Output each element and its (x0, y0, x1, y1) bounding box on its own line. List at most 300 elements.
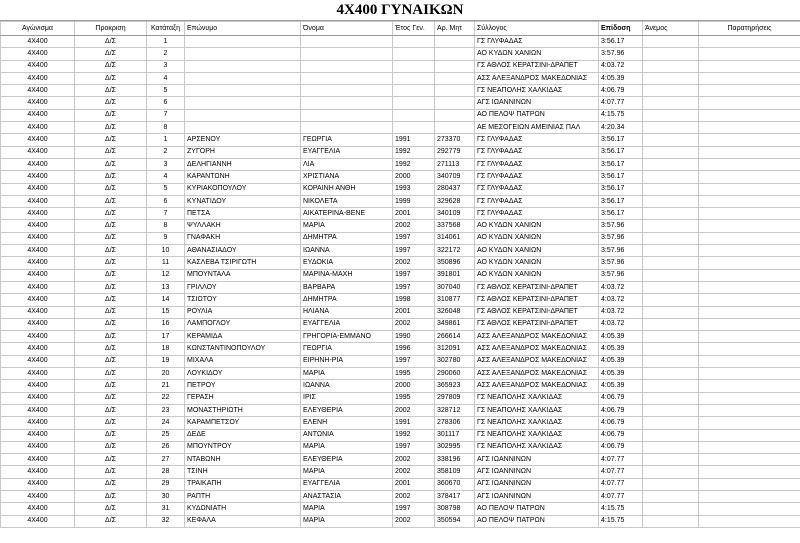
wind-cell[interactable] (643, 441, 699, 453)
surname-cell[interactable]: ΚΥΝΑΤΙΔΟΥ (185, 195, 301, 207)
first-name-cell[interactable]: ΓΕΩΡΓΙΑ (301, 134, 393, 146)
surname-cell[interactable]: ΚΑΣΛΕΒΑ ΤΣΙΡΙΓΩΤΗ (185, 257, 301, 269)
first-name-cell[interactable]: ΑΝΤΩΝΙΑ (301, 429, 393, 441)
event-cell[interactable]: 4Χ400 (1, 220, 75, 232)
notes-cell[interactable] (699, 146, 800, 158)
rank-cell[interactable]: 2 (147, 146, 185, 158)
qualification-cell[interactable]: Δ/Σ (75, 318, 147, 330)
first-name-cell[interactable] (301, 97, 393, 109)
event-cell[interactable]: 4Χ400 (1, 195, 75, 207)
registry-number-cell[interactable]: 340709 (435, 171, 475, 183)
club-cell[interactable]: ΑΣΣ ΑΛΕΞΑΝΔΡΟΣ ΜΑΚΕΔΟΝΙΑΣ (475, 72, 599, 84)
club-cell[interactable]: ΑΓΣ ΙΩΑΝΝΙΝΩΝ (475, 490, 599, 502)
birth-year-cell[interactable] (393, 48, 435, 60)
notes-cell[interactable] (699, 48, 800, 60)
notes-cell[interactable] (699, 232, 800, 244)
qualification-cell[interactable]: Δ/Σ (75, 208, 147, 220)
performance-cell[interactable]: 4:06.79 (599, 441, 643, 453)
performance-cell[interactable]: 4:03.72 (599, 281, 643, 293)
club-cell[interactable]: ΑΓΣ ΙΩΑΝΝΙΝΩΝ (475, 478, 599, 490)
birth-year-cell[interactable] (393, 122, 435, 134)
surname-cell[interactable]: ΑΘΑΝΑΣΙΑΔΟΥ (185, 245, 301, 257)
wind-cell[interactable] (643, 146, 699, 158)
club-cell[interactable]: ΓΣ ΓΛΥΦΑΔΑΣ (475, 183, 599, 195)
registry-number-cell[interactable]: 326048 (435, 306, 475, 318)
surname-cell[interactable]: ΡΟΥΛΙΑ (185, 306, 301, 318)
event-cell[interactable]: 4Χ400 (1, 269, 75, 281)
notes-cell[interactable] (699, 294, 800, 306)
rank-cell[interactable]: 31 (147, 503, 185, 515)
rank-cell[interactable]: 22 (147, 392, 185, 404)
surname-cell[interactable] (185, 60, 301, 72)
wind-cell[interactable] (643, 183, 699, 195)
wind-cell[interactable] (643, 392, 699, 404)
surname-cell[interactable]: ΤΣΙΝΗ (185, 466, 301, 478)
first-name-cell[interactable]: ΕΛΕΥΘΕΡΙΑ (301, 454, 393, 466)
event-cell[interactable]: 4Χ400 (1, 294, 75, 306)
rank-cell[interactable]: 5 (147, 85, 185, 97)
event-cell[interactable]: 4Χ400 (1, 417, 75, 429)
notes-cell[interactable] (699, 134, 800, 146)
first-name-cell[interactable]: ΜΑΡΙΑ (301, 515, 393, 527)
club-cell[interactable]: ΓΣ ΝΕΑΠΟΛΗΣ ΧΑΛΚΙΔΑΣ (475, 417, 599, 429)
performance-cell[interactable]: 4:05.39 (599, 368, 643, 380)
performance-cell[interactable]: 3:56.17 (599, 183, 643, 195)
header-first-name[interactable]: Όνομα (301, 22, 393, 36)
first-name-cell[interactable] (301, 85, 393, 97)
birth-year-cell[interactable] (393, 97, 435, 109)
rank-cell[interactable]: 8 (147, 122, 185, 134)
header-performance[interactable]: Επίδοση (599, 22, 643, 36)
rank-cell[interactable]: 27 (147, 454, 185, 466)
registry-number-cell[interactable]: 340109 (435, 208, 475, 220)
performance-cell[interactable]: 3:57.96 (599, 245, 643, 257)
performance-cell[interactable]: 3:56.17 (599, 36, 643, 48)
rank-cell[interactable]: 21 (147, 380, 185, 392)
qualification-cell[interactable]: Δ/Σ (75, 441, 147, 453)
birth-year-cell[interactable]: 2000 (393, 380, 435, 392)
registry-number-cell[interactable]: 338196 (435, 454, 475, 466)
first-name-cell[interactable]: ΙΩΑΝΝΑ (301, 380, 393, 392)
surname-cell[interactable]: ΑΡΣΕΝΟΥ (185, 134, 301, 146)
qualification-cell[interactable]: Δ/Σ (75, 343, 147, 355)
qualification-cell[interactable]: Δ/Σ (75, 245, 147, 257)
qualification-cell[interactable]: Δ/Σ (75, 515, 147, 527)
header-club[interactable]: Σύλλογος (475, 22, 599, 36)
first-name-cell[interactable]: ΜΑΡΙΑ (301, 503, 393, 515)
event-cell[interactable]: 4Χ400 (1, 183, 75, 195)
surname-cell[interactable] (185, 122, 301, 134)
birth-year-cell[interactable]: 2002 (393, 318, 435, 330)
surname-cell[interactable]: ΜΠΟΥΝΤΡΟΥ (185, 441, 301, 453)
performance-cell[interactable]: 4:06.79 (599, 392, 643, 404)
wind-cell[interactable] (643, 85, 699, 97)
notes-cell[interactable] (699, 454, 800, 466)
wind-cell[interactable] (643, 134, 699, 146)
club-cell[interactable]: ΑΓΣ ΙΩΑΝΝΙΝΩΝ (475, 466, 599, 478)
rank-cell[interactable]: 20 (147, 368, 185, 380)
performance-cell[interactable]: 4:07.77 (599, 478, 643, 490)
registry-number-cell[interactable]: 292779 (435, 146, 475, 158)
qualification-cell[interactable]: Δ/Σ (75, 36, 147, 48)
rank-cell[interactable]: 10 (147, 245, 185, 257)
birth-year-cell[interactable]: 1999 (393, 195, 435, 207)
surname-cell[interactable]: ΔΕΔΕ (185, 429, 301, 441)
notes-cell[interactable] (699, 220, 800, 232)
performance-cell[interactable]: 3:57.96 (599, 269, 643, 281)
birth-year-cell[interactable]: 2001 (393, 306, 435, 318)
qualification-cell[interactable]: Δ/Σ (75, 195, 147, 207)
birth-year-cell[interactable]: 2002 (393, 466, 435, 478)
surname-cell[interactable]: ΚΕΡΑΜΙΔΑ (185, 331, 301, 343)
club-cell[interactable]: ΓΣ ΓΛΥΦΑΔΑΣ (475, 146, 599, 158)
notes-cell[interactable] (699, 331, 800, 343)
surname-cell[interactable]: ΚΕΦΑΛΑ (185, 515, 301, 527)
birth-year-cell[interactable]: 1991 (393, 417, 435, 429)
qualification-cell[interactable]: Δ/Σ (75, 331, 147, 343)
wind-cell[interactable] (643, 232, 699, 244)
wind-cell[interactable] (643, 245, 699, 257)
notes-cell[interactable] (699, 183, 800, 195)
notes-cell[interactable] (699, 380, 800, 392)
first-name-cell[interactable]: ΓΡΗΓΟΡΙΑ-ΕΜΜΑΝΟ (301, 331, 393, 343)
club-cell[interactable]: ΑΣΣ ΑΛΕΞΑΝΔΡΟΣ ΜΑΚΕΔΟΝΙΑΣ (475, 331, 599, 343)
first-name-cell[interactable]: ΕΥΑΓΓΕΛΙΑ (301, 318, 393, 330)
event-cell[interactable]: 4Χ400 (1, 171, 75, 183)
wind-cell[interactable] (643, 454, 699, 466)
first-name-cell[interactable]: ΛΙΑ (301, 158, 393, 170)
surname-cell[interactable]: ΜΟΝΑΣΤΗΡΙΩΤΗ (185, 404, 301, 416)
rank-cell[interactable]: 15 (147, 306, 185, 318)
qualification-cell[interactable]: Δ/Σ (75, 478, 147, 490)
qualification-cell[interactable]: Δ/Σ (75, 404, 147, 416)
notes-cell[interactable] (699, 429, 800, 441)
qualification-cell[interactable]: Δ/Σ (75, 429, 147, 441)
event-cell[interactable]: 4Χ400 (1, 109, 75, 121)
first-name-cell[interactable]: ΙΩΑΝΝΑ (301, 245, 393, 257)
first-name-cell[interactable]: ΧΡΙΣΤΙΑΝΑ (301, 171, 393, 183)
performance-cell[interactable]: 4:06.79 (599, 417, 643, 429)
qualification-cell[interactable]: Δ/Σ (75, 146, 147, 158)
qualification-cell[interactable]: Δ/Σ (75, 257, 147, 269)
surname-cell[interactable]: ΡΑΠΤΗ (185, 490, 301, 502)
event-cell[interactable]: 4Χ400 (1, 429, 75, 441)
event-cell[interactable]: 4Χ400 (1, 343, 75, 355)
qualification-cell[interactable]: Δ/Σ (75, 134, 147, 146)
notes-cell[interactable] (699, 343, 800, 355)
qualification-cell[interactable]: Δ/Σ (75, 72, 147, 84)
event-cell[interactable]: 4Χ400 (1, 368, 75, 380)
performance-cell[interactable]: 4:15.75 (599, 503, 643, 515)
qualification-cell[interactable]: Δ/Σ (75, 368, 147, 380)
registry-number-cell[interactable] (435, 60, 475, 72)
header-qualification[interactable]: Προκριση (75, 22, 147, 36)
event-cell[interactable]: 4Χ400 (1, 281, 75, 293)
registry-number-cell[interactable]: 302995 (435, 441, 475, 453)
surname-cell[interactable] (185, 48, 301, 60)
notes-cell[interactable] (699, 158, 800, 170)
event-cell[interactable]: 4Χ400 (1, 48, 75, 60)
rank-cell[interactable]: 3 (147, 60, 185, 72)
birth-year-cell[interactable]: 2002 (393, 257, 435, 269)
club-cell[interactable]: ΓΣ ΓΛΥΦΑΔΑΣ (475, 195, 599, 207)
first-name-cell[interactable]: ΒΑΡΒΑΡΑ (301, 281, 393, 293)
club-cell[interactable]: ΓΣ ΝΕΑΠΟΛΗΣ ΧΑΛΚΙΔΑΣ (475, 441, 599, 453)
wind-cell[interactable] (643, 97, 699, 109)
wind-cell[interactable] (643, 48, 699, 60)
club-cell[interactable]: ΑΟ ΚΥΔΩΝ ΧΑΝΙΩΝ (475, 232, 599, 244)
performance-cell[interactable]: 3:56.17 (599, 171, 643, 183)
notes-cell[interactable] (699, 36, 800, 48)
registry-number-cell[interactable] (435, 97, 475, 109)
rank-cell[interactable]: 28 (147, 466, 185, 478)
birth-year-cell[interactable]: 1992 (393, 146, 435, 158)
qualification-cell[interactable]: Δ/Σ (75, 158, 147, 170)
performance-cell[interactable]: 4:20.34 (599, 122, 643, 134)
first-name-cell[interactable]: ΕΛΕΝΗ (301, 417, 393, 429)
registry-number-cell[interactable] (435, 48, 475, 60)
first-name-cell[interactable] (301, 60, 393, 72)
club-cell[interactable]: ΓΣ ΓΛΥΦΑΔΑΣ (475, 171, 599, 183)
rank-cell[interactable]: 1 (147, 134, 185, 146)
first-name-cell[interactable] (301, 36, 393, 48)
notes-cell[interactable] (699, 355, 800, 367)
surname-cell[interactable]: ΜΙΧΑΛΑ (185, 355, 301, 367)
surname-cell[interactable]: ΓΝΑΦΑΚΗ (185, 232, 301, 244)
qualification-cell[interactable]: Δ/Σ (75, 281, 147, 293)
birth-year-cell[interactable] (393, 85, 435, 97)
wind-cell[interactable] (643, 306, 699, 318)
rank-cell[interactable]: 16 (147, 318, 185, 330)
performance-cell[interactable]: 3:56.17 (599, 146, 643, 158)
club-cell[interactable]: ΓΣ ΓΛΥΦΑΔΑΣ (475, 208, 599, 220)
qualification-cell[interactable]: Δ/Σ (75, 122, 147, 134)
qualification-cell[interactable]: Δ/Σ (75, 306, 147, 318)
notes-cell[interactable] (699, 417, 800, 429)
surname-cell[interactable]: ΖΥΓΟΡΗ (185, 146, 301, 158)
notes-cell[interactable] (699, 195, 800, 207)
event-cell[interactable]: 4Χ400 (1, 72, 75, 84)
qualification-cell[interactable]: Δ/Σ (75, 109, 147, 121)
birth-year-cell[interactable] (393, 109, 435, 121)
club-cell[interactable]: ΓΣ ΓΛΥΦΑΔΑΣ (475, 158, 599, 170)
first-name-cell[interactable]: ΜΑΡΙΑ (301, 220, 393, 232)
registry-number-cell[interactable]: 349861 (435, 318, 475, 330)
rank-cell[interactable]: 32 (147, 515, 185, 527)
rank-cell[interactable]: 6 (147, 97, 185, 109)
event-cell[interactable]: 4Χ400 (1, 60, 75, 72)
club-cell[interactable]: ΓΣ ΑΘΛΟΣ ΚΕΡΑΤΣΙΝΙ-ΔΡΑΠΕΤ (475, 60, 599, 72)
rank-cell[interactable]: 8 (147, 220, 185, 232)
registry-number-cell[interactable]: 312091 (435, 343, 475, 355)
birth-year-cell[interactable]: 1996 (393, 343, 435, 355)
registry-number-cell[interactable]: 307040 (435, 281, 475, 293)
rank-cell[interactable]: 11 (147, 257, 185, 269)
wind-cell[interactable] (643, 417, 699, 429)
performance-cell[interactable]: 4:06.79 (599, 429, 643, 441)
performance-cell[interactable]: 3:57.96 (599, 257, 643, 269)
first-name-cell[interactable] (301, 72, 393, 84)
notes-cell[interactable] (699, 515, 800, 527)
performance-cell[interactable]: 4:05.39 (599, 380, 643, 392)
rank-cell[interactable]: 6 (147, 195, 185, 207)
notes-cell[interactable] (699, 60, 800, 72)
birth-year-cell[interactable]: 1991 (393, 134, 435, 146)
rank-cell[interactable]: 14 (147, 294, 185, 306)
notes-cell[interactable] (699, 441, 800, 453)
registry-number-cell[interactable]: 308798 (435, 503, 475, 515)
wind-cell[interactable] (643, 331, 699, 343)
registry-number-cell[interactable]: 271113 (435, 158, 475, 170)
rank-cell[interactable]: 18 (147, 343, 185, 355)
performance-cell[interactable]: 3:57.96 (599, 232, 643, 244)
event-cell[interactable]: 4Χ400 (1, 454, 75, 466)
birth-year-cell[interactable]: 1998 (393, 294, 435, 306)
header-surname[interactable]: Επώνυμο (185, 22, 301, 36)
rank-cell[interactable]: 1 (147, 36, 185, 48)
wind-cell[interactable] (643, 294, 699, 306)
first-name-cell[interactable]: ΜΑΡΙΝΑ-ΜΑΧΗ (301, 269, 393, 281)
notes-cell[interactable] (699, 490, 800, 502)
event-cell[interactable]: 4Χ400 (1, 97, 75, 109)
first-name-cell[interactable]: ΑΙΚΑΤΕΡΙΝΑ-ΒΕΝΕ (301, 208, 393, 220)
notes-cell[interactable] (699, 281, 800, 293)
rank-cell[interactable]: 4 (147, 72, 185, 84)
notes-cell[interactable] (699, 171, 800, 183)
wind-cell[interactable] (643, 158, 699, 170)
rank-cell[interactable]: 7 (147, 109, 185, 121)
wind-cell[interactable] (643, 368, 699, 380)
club-cell[interactable]: ΓΣ ΓΛΥΦΑΔΑΣ (475, 134, 599, 146)
wind-cell[interactable] (643, 380, 699, 392)
wind-cell[interactable] (643, 72, 699, 84)
notes-cell[interactable] (699, 245, 800, 257)
qualification-cell[interactable]: Δ/Σ (75, 503, 147, 515)
club-cell[interactable]: ΓΣ ΑΘΛΟΣ ΚΕΡΑΤΣΙΝΙ-ΔΡΑΠΕΤ (475, 294, 599, 306)
club-cell[interactable]: ΑΟ ΠΕΛΟΨ ΠΑΤΡΩΝ (475, 109, 599, 121)
header-wind[interactable]: Άνεμος (643, 22, 699, 36)
first-name-cell[interactable]: ΕΥΔΟΚΙΑ (301, 257, 393, 269)
event-cell[interactable]: 4Χ400 (1, 441, 75, 453)
wind-cell[interactable] (643, 208, 699, 220)
club-cell[interactable]: ΑΓΣ ΙΩΑΝΝΙΝΩΝ (475, 454, 599, 466)
surname-cell[interactable]: ΓΡΙΛΛΟΥ (185, 281, 301, 293)
first-name-cell[interactable]: ΕΥΑΓΓΕΛΙΑ (301, 478, 393, 490)
qualification-cell[interactable]: Δ/Σ (75, 454, 147, 466)
rank-cell[interactable]: 24 (147, 417, 185, 429)
birth-year-cell[interactable]: 2002 (393, 454, 435, 466)
event-cell[interactable]: 4Χ400 (1, 392, 75, 404)
club-cell[interactable]: ΑΟ ΚΥΔΩΝ ΧΑΝΙΩΝ (475, 245, 599, 257)
event-cell[interactable]: 4Χ400 (1, 478, 75, 490)
rank-cell[interactable]: 23 (147, 404, 185, 416)
wind-cell[interactable] (643, 36, 699, 48)
first-name-cell[interactable]: ΜΑΡΙΑ (301, 441, 393, 453)
performance-cell[interactable]: 3:56.17 (599, 134, 643, 146)
registry-number-cell[interactable]: 350896 (435, 257, 475, 269)
event-cell[interactable]: 4Χ400 (1, 245, 75, 257)
event-cell[interactable]: 4Χ400 (1, 158, 75, 170)
performance-cell[interactable]: 4:05.39 (599, 72, 643, 84)
birth-year-cell[interactable] (393, 36, 435, 48)
wind-cell[interactable] (643, 60, 699, 72)
wind-cell[interactable] (643, 220, 699, 232)
event-cell[interactable]: 4Χ400 (1, 146, 75, 158)
notes-cell[interactable] (699, 85, 800, 97)
registry-number-cell[interactable]: 314061 (435, 232, 475, 244)
performance-cell[interactable]: 4:03.72 (599, 294, 643, 306)
registry-number-cell[interactable]: 273370 (435, 134, 475, 146)
qualification-cell[interactable]: Δ/Σ (75, 171, 147, 183)
qualification-cell[interactable]: Δ/Σ (75, 183, 147, 195)
surname-cell[interactable] (185, 72, 301, 84)
birth-year-cell[interactable]: 1997 (393, 232, 435, 244)
club-cell[interactable]: ΓΣ ΝΕΑΠΟΛΗΣ ΧΑΛΚΙΔΑΣ (475, 404, 599, 416)
first-name-cell[interactable]: ΔΗΜΗΤΡΑ (301, 294, 393, 306)
performance-cell[interactable]: 3:56.17 (599, 158, 643, 170)
qualification-cell[interactable]: Δ/Σ (75, 60, 147, 72)
wind-cell[interactable] (643, 122, 699, 134)
wind-cell[interactable] (643, 109, 699, 121)
event-cell[interactable]: 4Χ400 (1, 503, 75, 515)
registry-number-cell[interactable]: 297809 (435, 392, 475, 404)
wind-cell[interactable] (643, 281, 699, 293)
notes-cell[interactable] (699, 466, 800, 478)
club-cell[interactable]: ΓΣ ΑΘΛΟΣ ΚΕΡΑΤΣΙΝΙ-ΔΡΑΠΕΤ (475, 281, 599, 293)
wind-cell[interactable] (643, 171, 699, 183)
wind-cell[interactable] (643, 466, 699, 478)
performance-cell[interactable]: 4:07.77 (599, 490, 643, 502)
rank-cell[interactable]: 25 (147, 429, 185, 441)
notes-cell[interactable] (699, 208, 800, 220)
birth-year-cell[interactable]: 1995 (393, 368, 435, 380)
rank-cell[interactable]: 9 (147, 232, 185, 244)
event-cell[interactable]: 4Χ400 (1, 208, 75, 220)
first-name-cell[interactable]: ΓΕΩΡΓΙΑ (301, 343, 393, 355)
rank-cell[interactable]: 2 (147, 48, 185, 60)
surname-cell[interactable]: ΚΑΡΑΝΤΩΝΗ (185, 171, 301, 183)
birth-year-cell[interactable]: 2002 (393, 404, 435, 416)
wind-cell[interactable] (643, 343, 699, 355)
qualification-cell[interactable]: Δ/Σ (75, 355, 147, 367)
birth-year-cell[interactable]: 1992 (393, 158, 435, 170)
wind-cell[interactable] (643, 318, 699, 330)
rank-cell[interactable]: 13 (147, 281, 185, 293)
notes-cell[interactable] (699, 72, 800, 84)
birth-year-cell[interactable]: 1997 (393, 245, 435, 257)
rank-cell[interactable]: 3 (147, 158, 185, 170)
club-cell[interactable]: ΑΟ ΚΥΔΩΝ ΧΑΝΙΩΝ (475, 220, 599, 232)
event-cell[interactable]: 4Χ400 (1, 85, 75, 97)
performance-cell[interactable]: 4:06.79 (599, 404, 643, 416)
registry-number-cell[interactable] (435, 85, 475, 97)
club-cell[interactable]: ΓΣ ΝΕΑΠΟΛΗΣ ΧΑΛΚΙΔΑΣ (475, 392, 599, 404)
first-name-cell[interactable]: ΗΛΙΑΝΑ (301, 306, 393, 318)
registry-number-cell[interactable]: 302780 (435, 355, 475, 367)
qualification-cell[interactable]: Δ/Σ (75, 417, 147, 429)
event-cell[interactable]: 4Χ400 (1, 331, 75, 343)
performance-cell[interactable]: 4:05.39 (599, 355, 643, 367)
performance-cell[interactable]: 4:07.77 (599, 466, 643, 478)
wind-cell[interactable] (643, 269, 699, 281)
registry-number-cell[interactable]: 328712 (435, 404, 475, 416)
surname-cell[interactable] (185, 97, 301, 109)
registry-number-cell[interactable]: 365923 (435, 380, 475, 392)
birth-year-cell[interactable]: 2002 (393, 220, 435, 232)
first-name-cell[interactable]: ΙΡΙΣ (301, 392, 393, 404)
wind-cell[interactable] (643, 503, 699, 515)
wind-cell[interactable] (643, 257, 699, 269)
